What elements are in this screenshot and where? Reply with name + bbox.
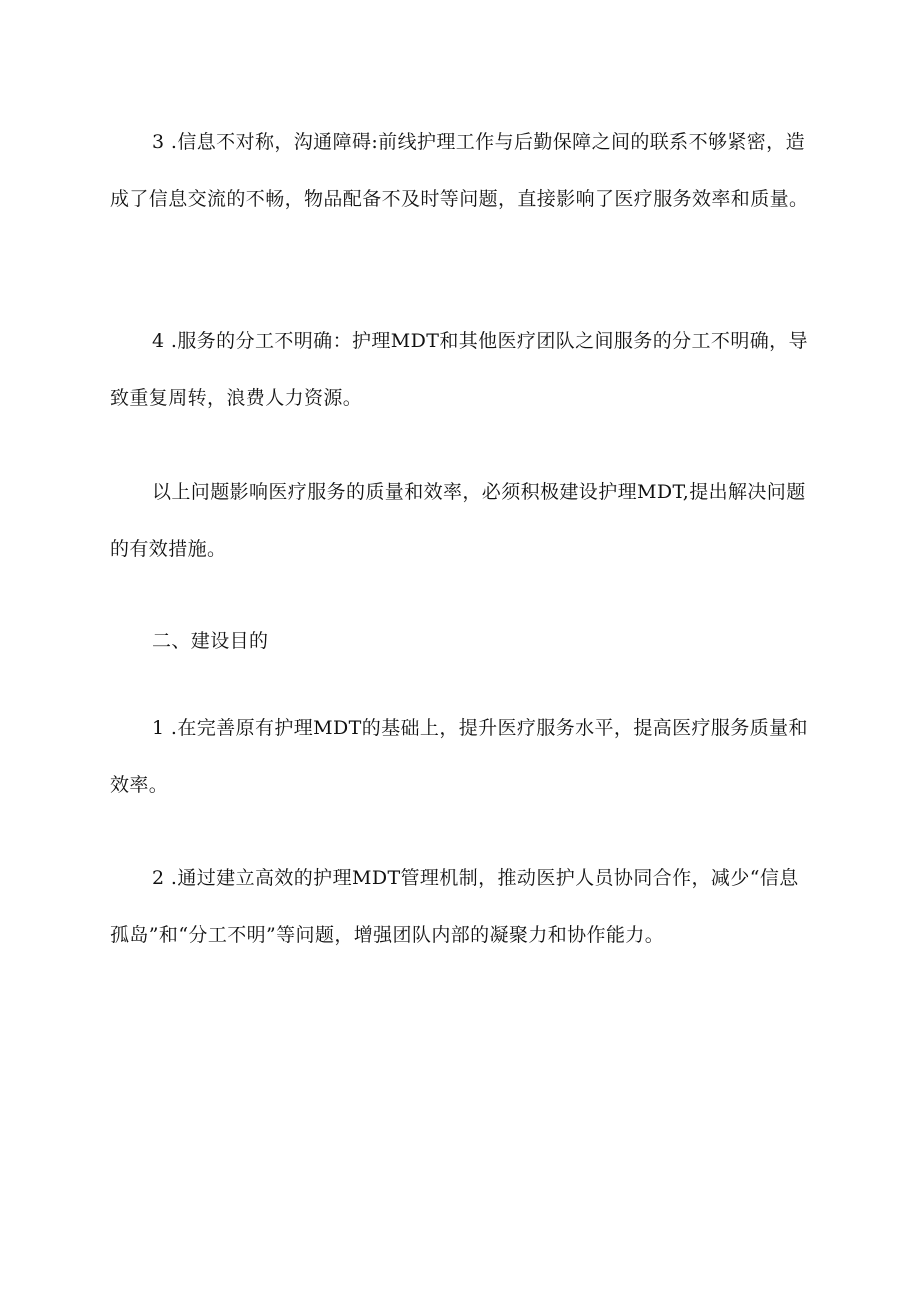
paragraph-goal-2: 2 .通过建立高效的护理MDT管理机制，推动医护人员协同合作，减少“信息孤岛”和“分工不明”等问题，增强团队内部的凝聚力和协作能力。 [110,867,799,946]
paragraph-info-asymmetry: 3 .信息不对称，沟通障碍:前线护理工作与后勤保障之间的联系不够紧密，造成了信息交流的不畅，物品配备不及时等问题，直接影响了医疗服务效率和质量。 [110,131,809,210]
paragraph-goal-1: 1 .在完善原有护理MDT的基础上，提升医疗服务水平，提高医疗服务质量和效率。 [110,717,808,796]
paragraph-summary: 以上问题影响医疗服务的质量和效率，必须积极建设护理MDT,提出解决问题的有效措施。 [110,481,806,560]
section-heading-construction-goals: 二、建设目的 [152,630,269,652]
paragraph-division-unclear: 4 .服务的分工不明确：护理MDT和其他医疗团队之间服务的分工不明确，导致重复周转，浪费人力资源。 [110,330,808,409]
